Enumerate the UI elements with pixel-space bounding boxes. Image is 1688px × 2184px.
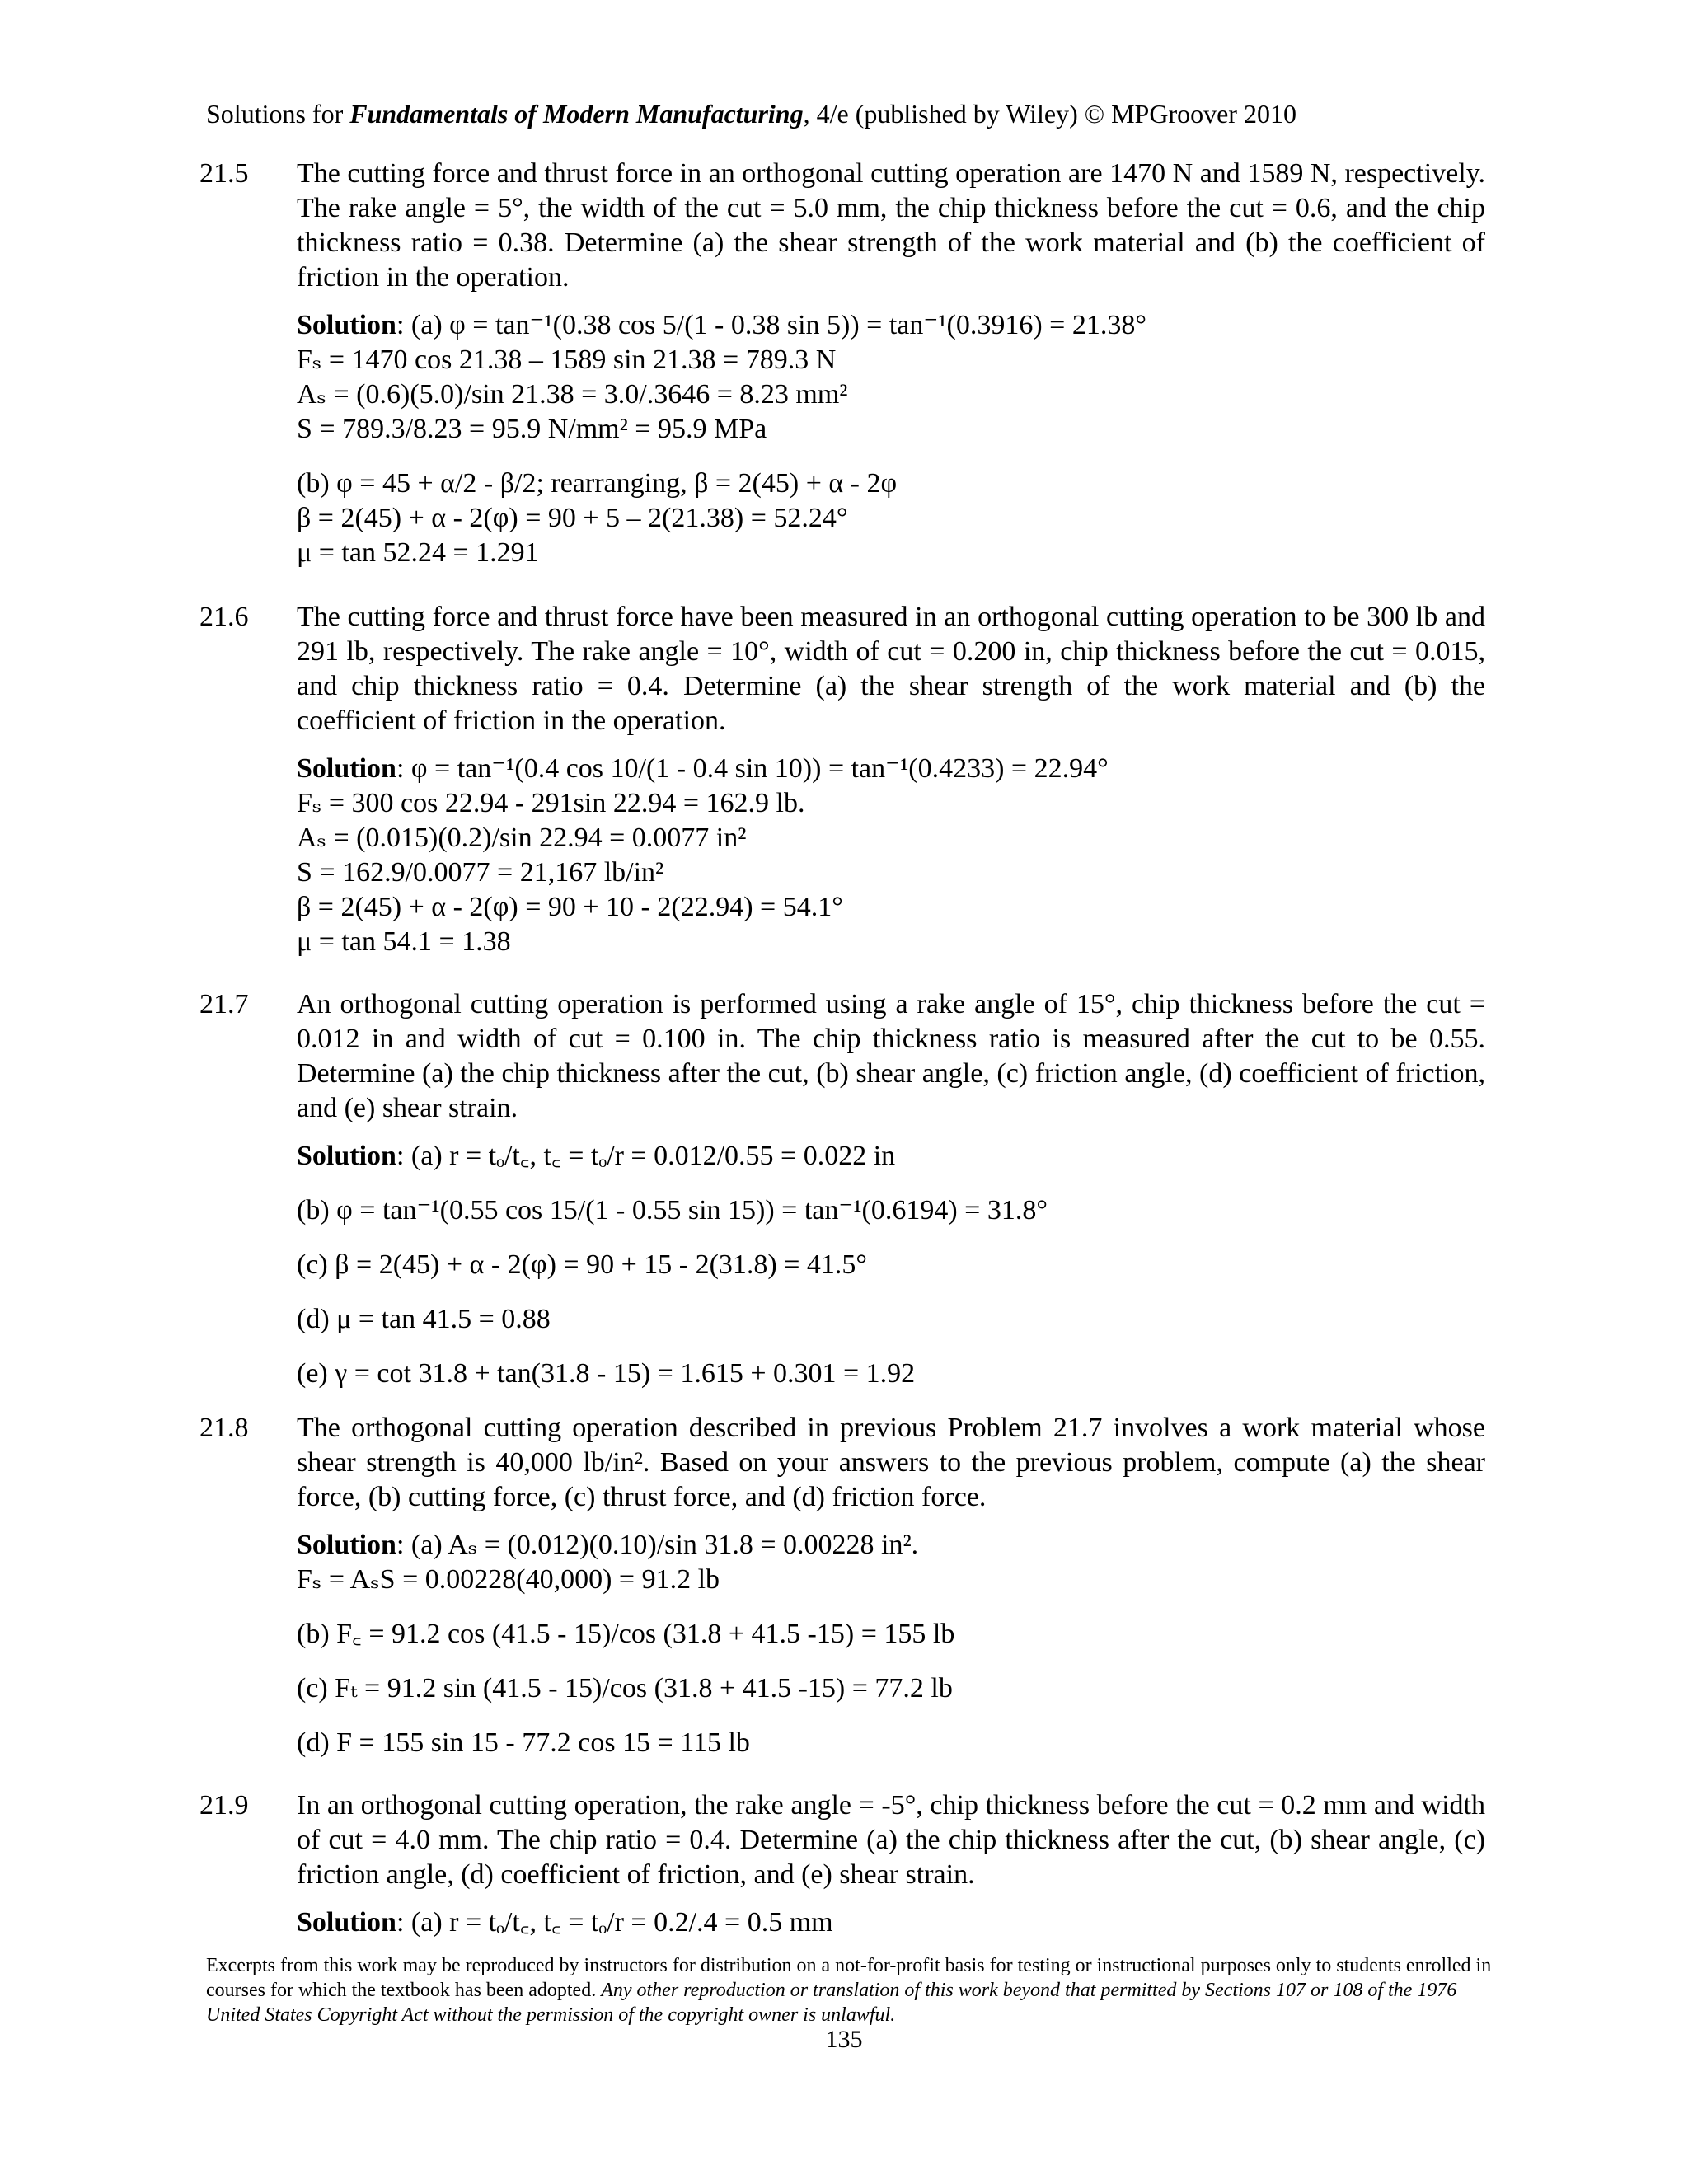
solution-line-1 (297, 752, 1485, 786)
problem-number: 21.6 (199, 602, 249, 632)
running-header (206, 97, 1296, 130)
solution-label: Solution (297, 753, 396, 784)
solution-text: (a) Aₛ = (0.012)(0.10)/sin 31.8 = 0.00228 in². (410, 1530, 919, 1560)
solution-label: Solution (297, 1141, 396, 1171)
solution-line-3: Aₛ = (0.015)(0.2)/sin 22.94 = 0.0077 in² (297, 823, 747, 853)
solution-line-2: Fₛ = 300 cos 22.94 - 291sin 22.94 = 162.9 lb. (297, 788, 805, 818)
colon: : (396, 1530, 411, 1560)
solution-line-b: (b) φ = tan⁻¹(0.55 cos 15/(1 - 0.55 sin 15)) = tan⁻¹(0.6194) = 31.8° (297, 1195, 1048, 1226)
problem-21-7 (199, 987, 1485, 1391)
solution-line-2: Fₛ = 1470 cos 21.38 – 1589 sin 21.38 = 789.3 N (297, 344, 837, 375)
problem-21-8 (199, 1411, 1485, 1760)
solution-line-3: Aₛ = (0.6)(5.0)/sin 21.38 = 3.0/.3646 = 8.23 mm² (297, 379, 848, 410)
solution-line-c: (c) Fₜ = 91.2 sin (41.5 - 15)/cos (31.8 + 41.5 -15) = 77.2 lb (297, 1673, 953, 1704)
solution-text: (a) φ = tan⁻¹(0.38 cos 5/(1 - 0.38 sin 5)) = tan⁻¹(0.3916) = 21.38° (410, 310, 1146, 340)
problem-number: 21.7 (199, 989, 249, 1019)
problem-number: 21.8 (199, 1413, 249, 1443)
problem-statement: The cutting force and thrust force have been measured in an orthogonal cutting operation to be 300 lb and 291 lb, respectively. The rake angle = 10°, width of cut = 0.200 in, chip thickness before the cut = 0.015, and chip thickness ratio = 0.4. Determine (a) the shear strength of the work material and (b) the coefficient of friction in the operation. (297, 602, 1485, 736)
solution-line-b: (b) F꜀ = 91.2 cos (41.5 - 15)/cos (31.8 + 41.5 -15) = 155 lb (297, 1619, 955, 1649)
colon: : (396, 310, 411, 340)
solution-line-6: μ = tan 54.1 = 1.38 (297, 926, 511, 957)
solution-label: Solution (297, 310, 396, 340)
solution-text: (a) r = tₒ/t꜀, t꜀ = tₒ/r = 0.012/0.55 = 0.022 in (410, 1141, 896, 1171)
solution-line-a (297, 1905, 1485, 1940)
solution-line-1 (297, 308, 1485, 343)
footer-plain: Excerpts from this work may be reproduced by instructors for distribution on a not-for-profit basis for testing or instructional purposes only to students enrolled in courses for which the textbook has been adopted. (206, 1955, 1492, 2001)
solution-block (297, 1139, 1485, 1391)
solution-line-d: (d) μ = tan 41.5 = 0.88 (297, 1304, 551, 1334)
footer-italic: Any other reproduction or translation of this work beyond that permitted by Sections 107 or 108 of the 1976 United States Copyright Act without the permission of the copyright owner is unlawful. (206, 1980, 1457, 2026)
problem-statement: The cutting force and thrust force in an orthogonal cutting operation are 1470 N and 1589 N, respectively. The rake angle = 5°, the width of the cut = 5.0 mm, the chip thickness before the cut = 0.6, and the chip thickness ratio = 0.38. Determine (a) the shear strength of the work material and (b) the coefficient of friction in the operation. (297, 158, 1485, 293)
solution-line-a1 (297, 1528, 1485, 1563)
solution-line-7: μ = tan 52.24 = 1.291 (297, 537, 539, 568)
solution-line-a (297, 1139, 1485, 1174)
solution-text: φ = tan⁻¹(0.4 cos 10/(1 - 0.4 sin 10)) = tan⁻¹(0.4233) = 22.94° (410, 753, 1109, 784)
colon: : (396, 1907, 411, 1938)
solution-block (297, 1905, 1485, 1940)
problem-number: 21.9 (199, 1790, 249, 1821)
solution-line-6: β = 2(45) + α - 2(φ) = 90 + 5 – 2(21.38) = 52.24° (297, 503, 848, 533)
solution-label: Solution (297, 1907, 396, 1938)
solution-line-4: S = 162.9/0.0077 = 21,167 lb/in² (297, 857, 664, 888)
solution-block (297, 1528, 1485, 1760)
solution-block (297, 308, 1485, 570)
problem-number: 21.5 (199, 158, 249, 189)
problem-statement: The orthogonal cutting operation described in previous Problem 21.7 involves a work material whose shear strength is 40,000 lb/in². Based on your answers to the previous problem, compute (a) the shear force, (b) cutting force, (c) thrust force, and (d) friction force. (297, 1413, 1485, 1512)
header-suffix: , 4/e (published by Wiley) © MPGroover 2010 (803, 99, 1296, 129)
page-number: 135 (825, 2026, 863, 2053)
solution-text: (a) r = tₒ/t꜀, t꜀ = tₒ/r = 0.2/.4 = 0.5 mm (410, 1907, 833, 1938)
solution-line-d: (d) F = 155 sin 15 - 77.2 cos 15 = 115 lb (297, 1727, 750, 1758)
solution-line-c: (c) β = 2(45) + α - 2(φ) = 90 + 15 - 2(31.8) = 41.5° (297, 1249, 868, 1280)
solution-line-5: (b) φ = 45 + α/2 - β/2; rearranging, β = 2(45) + α - 2φ (297, 468, 898, 499)
problem-21-6 (199, 600, 1485, 959)
solution-line-e: (e) γ = cot 31.8 + tan(31.8 - 15) = 1.615 + 0.301 = 1.92 (297, 1358, 916, 1389)
copyright-footer (206, 1953, 1492, 2027)
solution-label: Solution (297, 1530, 396, 1560)
problem-21-5 (199, 157, 1485, 570)
problem-statement: In an orthogonal cutting operation, the rake angle = -5°, chip thickness before the cut = 0.2 mm and width of cut = 4.0 mm. The chip ratio = 0.4. Determine (a) the chip thickness after the cut, (b) shear angle, (c) friction angle, (d) coefficient of friction, and (e) shear strain. (297, 1790, 1485, 1890)
book-title: Fundamentals of Modern Manufacturing (349, 99, 804, 129)
problem-21-9 (199, 1788, 1485, 1940)
problem-statement: An orthogonal cutting operation is performed using a rake angle of 15°, chip thickness before the cut = 0.012 in and width of cut = 0.100 in. The chip thickness ratio is measured after the cut to be 0.55. Determine (a) the chip thickness after the cut, (b) shear angle, (c) friction angle, (d) coefficient of friction, and (e) shear strain. (297, 989, 1485, 1123)
solution-block (297, 752, 1485, 959)
solution-line-a2: Fₛ = AₛS = 0.00228(40,000) = 91.2 lb (297, 1564, 720, 1595)
header-prefix: Solutions for (206, 99, 350, 129)
solution-line-4: S = 789.3/8.23 = 95.9 N/mm² = 95.9 MPa (297, 414, 767, 444)
colon: : (396, 1141, 411, 1171)
solution-line-5: β = 2(45) + α - 2(φ) = 90 + 10 - 2(22.94) = 54.1° (297, 892, 843, 922)
colon: : (396, 753, 411, 784)
